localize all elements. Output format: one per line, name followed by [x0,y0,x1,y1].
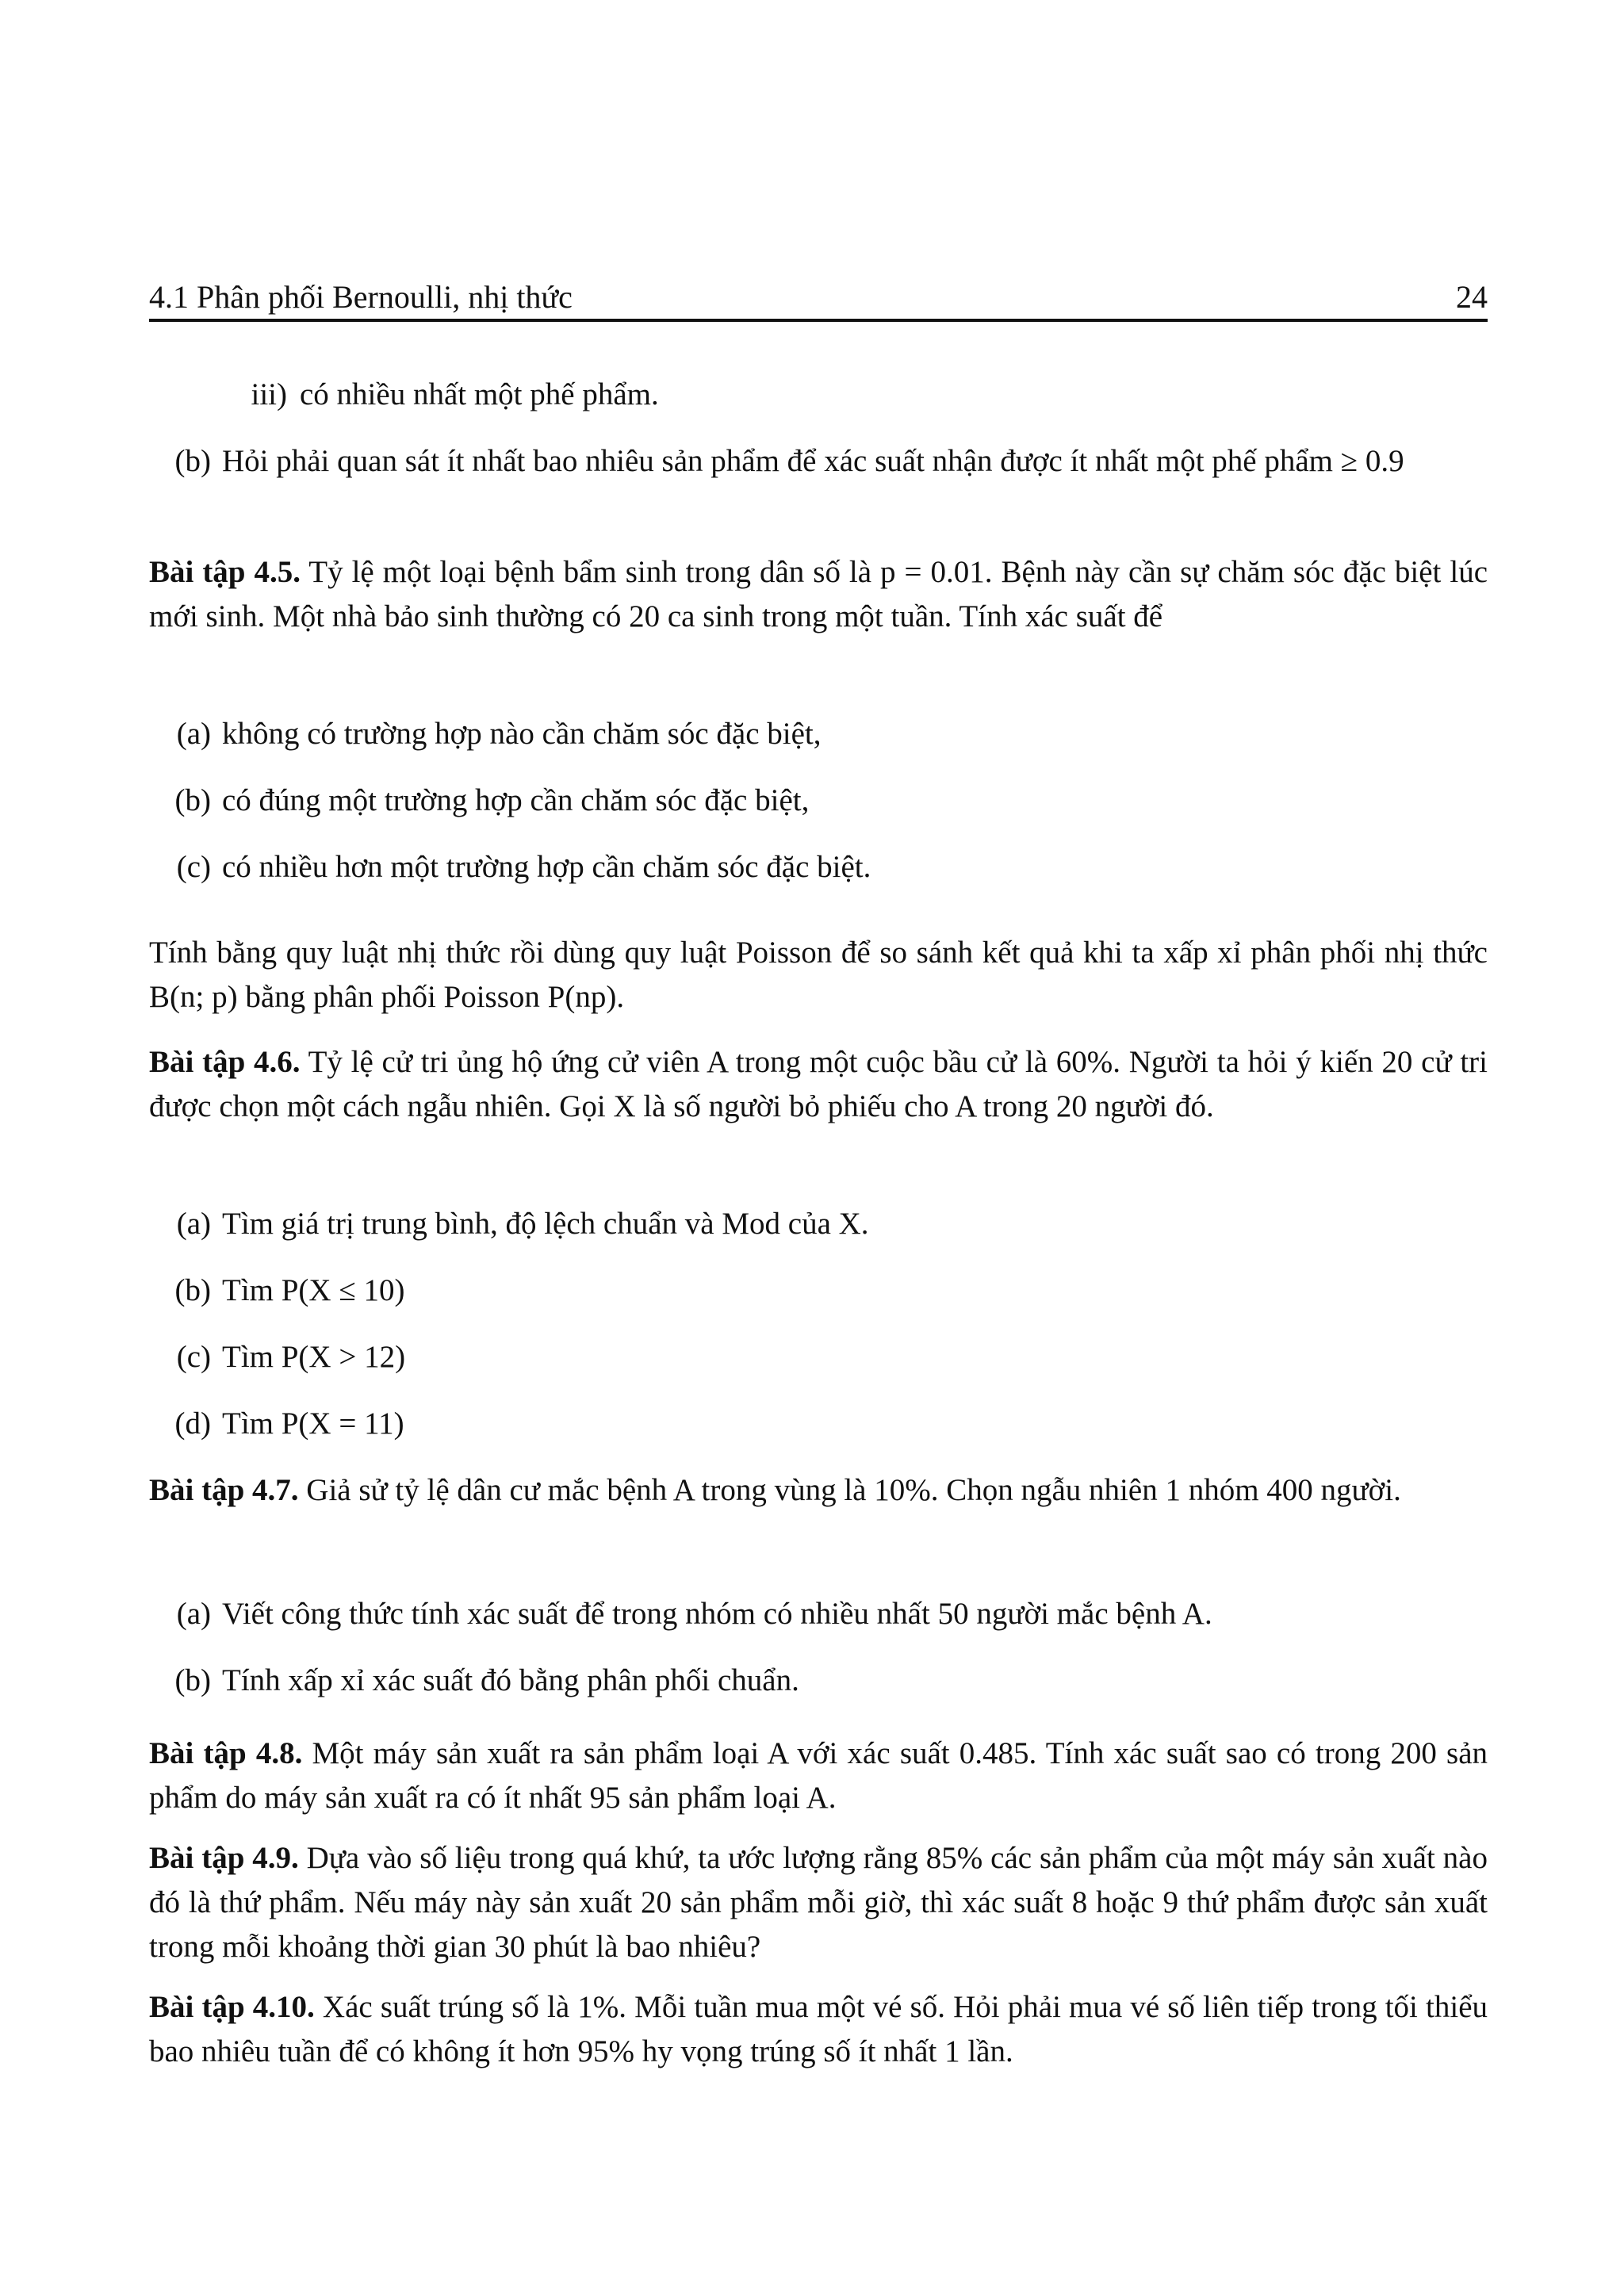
list-marker: (a) [176,1207,211,1241]
list-marker: (a) [176,1597,211,1631]
header-rule [149,319,1488,322]
list-marker: (c) [176,1340,211,1374]
list-item-text: có nhiều hơn một trường hợp cần chăm sóc đặc biệt. [222,850,871,884]
page-number: 24 [1456,279,1488,315]
list-item [162,1659,1488,1703]
list-item-text: có nhiều nhất một phế phẩm. [300,377,659,411]
exercise-4-9 [149,1836,1488,1969]
list-item-text: có đúng một trường hợp cần chăm sóc đặc biệt, [222,783,810,817]
paragraph-text: Tính bằng quy luật nhị thức rồi dùng quy luật Poisson để so sánh kết quả khi ta xấp xỉ phân phối nhị thức B(n; p) bằng phân phối Poisson P(np). [149,936,1488,1014]
list-marker: iii) [251,377,287,411]
list-item [162,779,1488,823]
exercise-label: Bài tập 4.5. [149,555,301,589]
exercise-label: Bài tập 4.9. [149,1841,299,1875]
exercise-4-6 [149,1040,1488,1129]
list-marker: (b) [174,1663,211,1697]
list-item [162,1269,1488,1313]
exercise-4-5-followup [149,931,1488,1020]
list-item [162,1402,1488,1446]
exercise-label: Bài tập 4.8. [149,1736,303,1770]
exercise-label: Bài tập 4.10. [149,1990,315,2024]
exercise-4-5 [149,550,1488,639]
list-item-b [162,439,1488,484]
list-item-text: Tính xấp xỉ xác suất đó bằng phân phối chuẩn. [222,1663,799,1697]
list-item-text: Hỏi phải quan sát ít nhất bao nhiêu sản phẩm để xác suất nhận được ít nhất một phế phẩm ≥ 0.9 [222,444,1404,478]
list-item [162,845,1488,890]
list-item-text: Tìm P(X = 11) [222,1406,404,1441]
list-item-text: Tìm P(X ≤ 10) [222,1273,405,1307]
exercise-body: Một máy sản xuất ra sản phẩm loại A với xác suất 0.485. Tính xác suất sao có trong 200 sản phẩm do máy sản xuất ra có ít nhất 95 sản phẩm loại A. [149,1736,1488,1815]
list-item-text: Viết công thức tính xác suất để trong nhóm có nhiều nhất 50 người mắc bệnh A. [222,1597,1212,1631]
exercise-body: Xác suất trúng số là 1%. Mỗi tuần mua một vé số. Hỏi phải mua vé số liên tiếp trong tối thiểu bao nhiêu tuần để có không ít hơn 95% hy vọng trúng số ít nhất 1 lần. [149,1990,1488,2068]
list-item [162,1335,1488,1380]
exercise-label: Bài tập 4.6. [149,1045,301,1079]
list-item [162,712,1488,756]
exercise-body: Giả sử tỷ lệ dân cư mắc bệnh A trong vùng là 10%. Chọn ngẫu nhiên 1 nhóm 400 người. [306,1473,1401,1507]
list-marker: (b) [174,1273,211,1307]
list-marker: (a) [176,717,211,751]
list-item [162,1202,1488,1246]
exercise-4-8 [149,1732,1488,1820]
exercise-body: Dựa vào số liệu trong quá khứ, ta ước lượng rằng 85% các sản phẩm của một máy sản xuất nào đó là thứ phẩm. Nếu máy này sản xuất 20 sản phẩm mỗi giờ, thì xác suất 8 hoặc 9 thứ phẩm được sản xuất trong mỗi khoảng thời gian 30 phút là bao nhiêu? [149,1841,1488,1964]
list-marker: (b) [174,783,211,817]
list-item-text: Tìm P(X > 12) [222,1340,406,1374]
list-marker: (b) [174,444,211,478]
running-header [149,277,1488,317]
exercise-4-7 [149,1468,1488,1513]
list-item [162,1592,1488,1636]
list-item-iii [232,373,1488,417]
exercise-label: Bài tập 4.7. [149,1473,299,1507]
exercise-4-10 [149,1985,1488,2074]
list-marker: (c) [176,850,211,884]
list-item-text: không có trường hợp nào cần chăm sóc đặc biệt, [222,717,822,751]
exercise-body: Tỷ lệ một loại bệnh bẩm sinh trong dân số là p = 0.01. Bệnh này cần sự chăm sóc đặc biệt lúc mới sinh. Một nhà bảo sinh thường có 20 ca sinh trong một tuần. Tính xác suất để [149,555,1488,633]
list-marker: (d) [174,1406,211,1441]
section-title: 4.1 Phân phối Bernoulli, nhị thức [149,279,573,315]
exercise-body: Tỷ lệ cử tri ủng hộ ứng cử viên A trong một cuộc bầu cử là 60%. Người ta hỏi ý kiến 20 cử tri được chọn một cách ngẫu nhiên. Gọi X là số người bỏ phiếu cho A trong 20 người đó. [149,1045,1488,1123]
list-item-text: Tìm giá trị trung bình, độ lệch chuẩn và Mod của X. [222,1207,869,1241]
